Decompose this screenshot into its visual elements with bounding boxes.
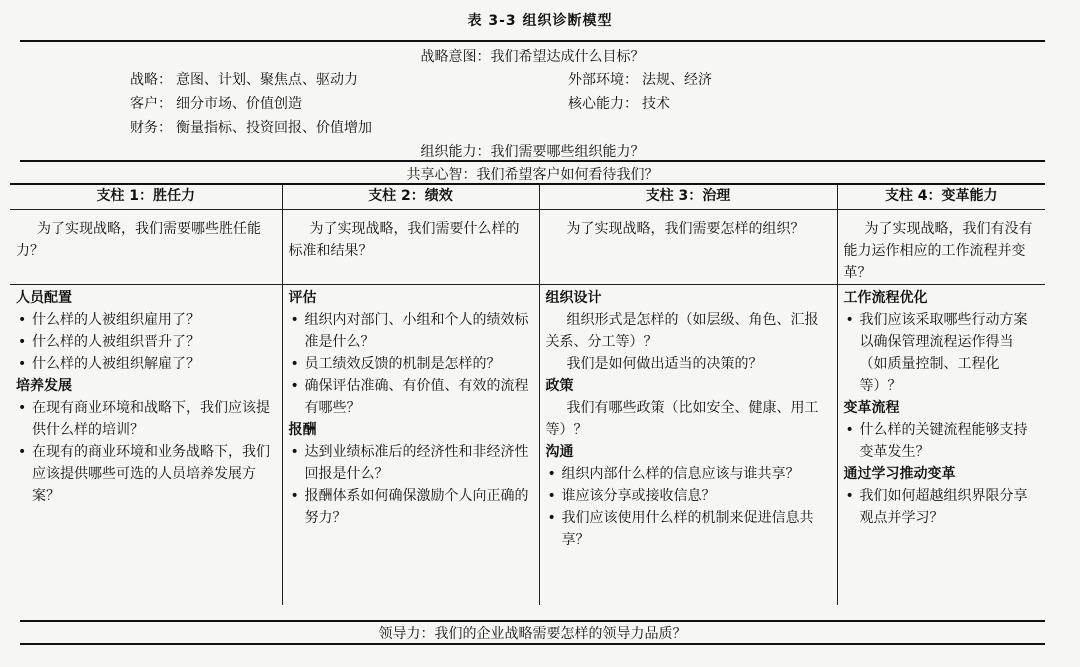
paragraph: 我们有哪些政策（比如安全、健康、用工等）？: [545, 400, 819, 438]
strategy-item-external: [568, 69, 712, 89]
pillar-3-question-cell: [539, 210, 837, 285]
pillar-3-details: [539, 285, 837, 606]
external-label: 外部环境：: [568, 72, 638, 88]
section-title: 变革流程: [843, 400, 900, 416]
finance-label: 财务：: [130, 120, 172, 136]
strategy-value: 意图、计划、聚焦点、驱动力: [176, 72, 358, 88]
bullet-item: • 在现有商业环境和战略下，我们应该提供什么样的培训？: [16, 397, 276, 441]
bullet-item: • 在现有的商业环境和业务战略下，我们应该提供哪些可选的人员培养发展方案？: [16, 441, 276, 507]
capability-rule: [20, 160, 1045, 162]
bullet-item: • 我们应该采取哪些行动方案以确保管理流程运作得当（如质量控制、工程化等）？: [844, 309, 1040, 397]
section-title: 通过学习推动变革: [843, 466, 956, 482]
bullet-item: • 我们应该使用什么样的机制来促进信息共享？: [546, 507, 831, 551]
bullet-item: • 什么样的人被组织雇用了？: [16, 309, 276, 331]
pillar-4-question-cell: [837, 210, 1045, 285]
external-value: 法规、经济: [642, 72, 712, 88]
pillar-1-details: [10, 285, 282, 606]
org-capability: 组织能力：我们需要哪些组织能力？: [420, 144, 645, 160]
strategy-item-finance: [130, 117, 372, 137]
section-title: 人员配置: [16, 290, 72, 306]
bullet-item: • 我们如何超越组织界限分享观点并学习？: [844, 485, 1040, 529]
bullet-item: • 谁应该分享或接收信息？: [546, 485, 831, 507]
pillar-2-question-cell: [282, 210, 539, 285]
strategy-item-strategy: [130, 69, 358, 89]
bullet-item: • 报酬体系如何确保激励个人向正确的努力？: [289, 485, 533, 529]
shared-mindset: 共享心智：我们希望客户如何看待我们？: [406, 167, 659, 183]
bottom-rule: [20, 643, 1045, 645]
pillar-question-row: [10, 210, 1045, 285]
pillar-4-header: 支柱 4：变革能力: [837, 185, 1045, 210]
pillar-2-details: [282, 285, 539, 606]
strategic-intent: 战略意图：我们希望达成什么目标？: [420, 49, 645, 65]
pillar-4-details: [837, 285, 1045, 606]
pillar-1-question: 为了实现战略，我们需要哪些胜任能力？: [16, 221, 261, 259]
pillar-2-header: 支柱 2：绩效: [282, 185, 539, 210]
bullet-item: • 什么样的人被组织晋升了？: [16, 331, 276, 353]
pillars-table: [10, 185, 1045, 605]
pillar-4-question: 为了实现战略，我们有没有能力运作相应的工作流程并变革？: [843, 221, 1033, 281]
bullet-list: [844, 485, 1040, 529]
bullet-list: [289, 309, 533, 419]
section-title: 工作流程优化: [843, 290, 928, 306]
leadership: 领导力：我们的企业战略需要怎样的领导力品质？: [378, 626, 687, 642]
section-title: 报酬: [288, 422, 317, 438]
bullet-item: • 员工绩效反馈的机制是怎样的？: [289, 353, 533, 375]
section-title: 政策: [545, 378, 574, 394]
bullet-item: • 什么样的关键流程能够支持变革发生？: [844, 419, 1040, 463]
bullet-list: [844, 419, 1040, 463]
pillar-3-header: 支柱 3：治理: [539, 185, 837, 210]
pillar-3-question: 为了实现战略，我们需要怎样的组织？: [566, 221, 805, 237]
strategy-item-customer: [130, 93, 302, 113]
pillar-header-row: [10, 185, 1045, 210]
table-title: 表 3-3 组织诊断模型: [467, 13, 613, 29]
strategy-item-core: [568, 93, 670, 113]
section-title: 评估: [288, 290, 317, 306]
top-rule: [20, 40, 1045, 42]
customer-value: 细分市场、价值创造: [176, 96, 302, 112]
bullet-list: [16, 309, 276, 375]
pillar-detail-row: [10, 285, 1045, 606]
bullet-item: • 确保评估准确、有价值、有效的流程有哪些？: [289, 375, 533, 419]
bullet-list: [289, 441, 533, 529]
bullet-item: • 达到业绩标准后的经济性和非经济性回报是什么？: [289, 441, 533, 485]
bullet-item: • 组织内对部门、小组和个人的绩效标准是什么？: [289, 309, 533, 353]
bullet-list: [546, 463, 831, 551]
section-title: 组织设计: [545, 290, 602, 306]
section-title: 沟通: [545, 444, 574, 460]
section-title: 培养发展: [16, 378, 72, 394]
bullet-list: [844, 309, 1040, 397]
bullet-item: • 什么样的人被组织解雇了？: [16, 353, 276, 375]
pillar-2-question: 为了实现战略，我们需要什么样的标准和结果？: [288, 221, 520, 259]
finance-value: 衡量指标、投资回报、价值增加: [176, 120, 372, 136]
bullet-list: [16, 397, 276, 507]
pillar-1-question-cell: [10, 210, 282, 285]
bullet-item: • 组织内部什么样的信息应该与谁共享？: [546, 463, 831, 485]
core-value: 技术: [642, 96, 670, 112]
core-label: 核心能力：: [568, 96, 638, 112]
paragraph: 我们是如何做出适当的决策的？: [566, 356, 763, 372]
paragraph: 组织形式是怎样的（如层级、角色、汇报关系、分工等）？: [545, 312, 819, 350]
leadership-top-rule: [20, 620, 1045, 622]
customer-label: 客户：: [130, 96, 172, 112]
pillar-1-header: 支柱 1：胜任力: [10, 185, 282, 210]
strategy-label: 战略：: [130, 72, 172, 88]
